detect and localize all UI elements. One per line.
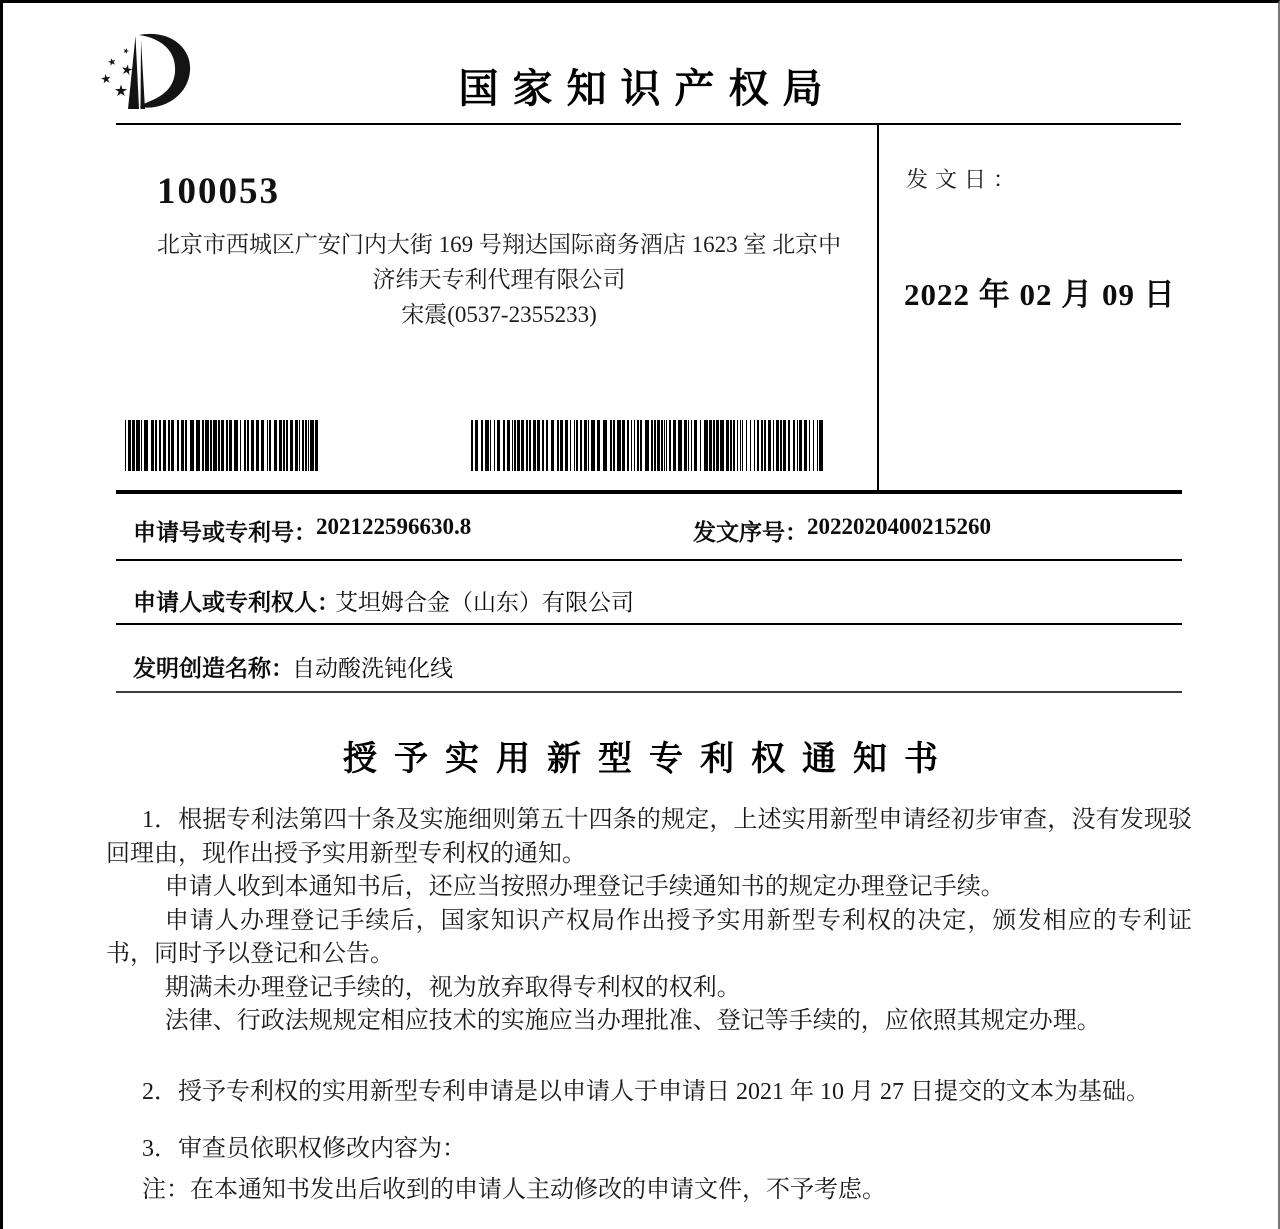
barcode-bar [716, 420, 719, 471]
barcode-bar [754, 420, 755, 471]
barcode-bar [128, 420, 131, 471]
barcode-bar [651, 420, 653, 471]
recipient-address [118, 227, 880, 332]
barcode-bar [514, 420, 516, 471]
barcode-bar [251, 420, 254, 471]
barcode-bar [290, 420, 293, 471]
barcode-bar [684, 420, 687, 471]
notice-paragraph: 2．授予专利权的实用新型专利申请是以申请人于申请日 2021 年 10 月 27 日提交的文本为基础。 [142, 1078, 1150, 1105]
barcode-bar [669, 420, 671, 471]
notice-paragraph: 申请人办理登记手续后，国家知识产权局作出授予实用新型专利权的决定，颁发相应的专利证书，同时予以登记和公告。 [106, 907, 1192, 967]
barcode-bar [481, 420, 483, 471]
barcode-bar [529, 420, 531, 471]
notice-paragraph: 3．审查员依职权修改内容为： [142, 1136, 466, 1162]
barcode-bar [730, 420, 732, 471]
barcode [471, 420, 828, 471]
barcode-bar [305, 420, 307, 471]
barcode-bar [783, 420, 786, 471]
barcode-bar [737, 420, 738, 471]
barcode-bar [471, 420, 473, 471]
barcode-bar [310, 420, 314, 471]
application-number-value: 202122596630.8 [316, 514, 472, 539]
invention-name-value: 自动酸洗钝化线 [292, 656, 453, 681]
barcode-bar [240, 420, 241, 471]
barcode-bar [591, 420, 595, 471]
barcode-bar [809, 420, 810, 471]
notice-paragraph: 期满未办理登记手续的，视为放弃取得专利权的权利。 [164, 974, 741, 1001]
barcode-bar [603, 420, 607, 471]
barcode-bar [560, 420, 563, 471]
barcode-bar [155, 420, 157, 471]
barcode-bar [673, 420, 676, 471]
barcode-bar [132, 420, 135, 471]
barcode-bar [168, 420, 170, 471]
barcode-bar [141, 420, 142, 471]
barcode-bar [205, 420, 209, 471]
barcode-bar [234, 420, 238, 471]
barcode-bar [308, 420, 309, 471]
barcode-bar [494, 420, 495, 471]
barcode-bar [757, 420, 759, 471]
barcode-bar [678, 420, 682, 471]
barcode-bar [720, 420, 724, 471]
barcode-bar [247, 420, 249, 471]
notice-paragraph: 法律、行政法规规定相应技术的实施应当办理批准、登记等手续的，应依照其规定办理。 [164, 1008, 1101, 1034]
barcode-bar [742, 420, 743, 471]
barcode-bar [315, 420, 318, 471]
barcode-bar [269, 420, 271, 471]
notice-title: 授予实用新型专利权通知书 [343, 740, 955, 778]
divider [116, 559, 1182, 561]
barcode-bar [151, 420, 154, 471]
barcode-bar [799, 420, 802, 471]
barcode-bar [588, 420, 589, 471]
barcode-bar [283, 420, 285, 471]
barcode-bar [797, 420, 798, 471]
barcode-bar [661, 420, 663, 471]
barcode-bar [551, 420, 554, 471]
barcode-bar [700, 420, 701, 471]
barcode-bar [726, 420, 729, 471]
barcode-bar [497, 420, 500, 471]
barcode-bar [768, 420, 771, 471]
divider-thick [116, 490, 1182, 494]
dispatch-serial-label: 发文序号： [693, 520, 808, 545]
barcode-bar [746, 420, 747, 471]
barcode-bar [210, 420, 212, 471]
barcode-bar [637, 420, 639, 471]
barcode-bar [565, 420, 568, 471]
barcode-bar [221, 420, 224, 471]
barcode-bar [163, 420, 166, 471]
barcode-bar [610, 420, 612, 471]
barcode-bar [503, 420, 505, 471]
barcode-bar [537, 420, 540, 471]
barcode-bar [631, 420, 632, 471]
barcode-bar [645, 420, 649, 471]
barcode-bar [557, 420, 559, 471]
barcode-bar [691, 420, 692, 471]
barcode-bar [274, 420, 277, 471]
barcode-bar [507, 420, 510, 471]
invention-name-label: 发明创造名称： [133, 656, 294, 681]
barcode-bar [533, 420, 536, 471]
barcode-bar [761, 420, 763, 471]
barcode-bar [584, 420, 587, 471]
barcode-bar [159, 420, 161, 471]
barcode-bar [780, 420, 782, 471]
barcode-bar [261, 420, 264, 471]
barcode-bar [570, 420, 571, 471]
barcode-bar [177, 420, 179, 471]
dispatch-date-value: 2022 年 02 月 09 日 [904, 277, 1176, 312]
barcode-bar [144, 420, 148, 471]
barcode-bar [136, 420, 140, 471]
barcode-bar [286, 420, 288, 471]
barcode-bar [788, 420, 790, 471]
postal-code: 100053 [157, 171, 280, 212]
notice-body [106, 804, 1192, 1207]
barcode-bar [202, 420, 204, 471]
dispatch-serial-value: 2022020400215260 [807, 514, 991, 539]
barcode-bar [196, 420, 200, 471]
address-line: 北京市西城区广安门内大街 169 号翔达国际商务酒店 1623 室 北京中 [156, 232, 842, 257]
barcode-bar [597, 420, 600, 471]
barcode-bar [256, 420, 259, 471]
notice-paragraph: 1．根据专利法第四十条及实施细则第五十四条的规定，上述实用新型申请经初步审查，没有发现驳回理由，现作出授予实用新型专利权的通知。 [106, 807, 1192, 867]
barcode-bar [517, 420, 520, 471]
barcode-bar [793, 420, 795, 471]
barcode-bar [521, 420, 524, 471]
barcode-bar [804, 420, 807, 471]
barcode-bar [740, 420, 741, 471]
barcode-bar [694, 420, 697, 471]
barcode-bar [580, 420, 582, 471]
barcode-bar [750, 420, 751, 471]
barcode-bar [213, 420, 217, 471]
barcode-bar [640, 420, 642, 471]
barcode-bar [764, 420, 766, 471]
barcode-bar [574, 420, 575, 471]
barcode-bar [218, 420, 220, 471]
barcode-bar [713, 420, 715, 471]
barcode-bar [226, 420, 228, 471]
barcode-bar [295, 420, 298, 471]
agency-title: 国家知识产权局 [458, 67, 837, 111]
barcode-bar [485, 420, 489, 471]
barcode [125, 420, 321, 471]
barcode-bar [244, 420, 246, 471]
barcode-bar [627, 420, 629, 471]
address-line: 济纬天专利代理有限公司 [372, 267, 626, 292]
notice-paragraph: 申请人收到本通知书后，还应当按照办理登记手续通知书的规定办理登记手续。 [164, 874, 1005, 900]
barcode-bar [512, 420, 513, 471]
divider-top [116, 123, 1181, 125]
barcode-bar [654, 420, 656, 471]
application-number-label: 申请号或专利号： [133, 520, 317, 545]
barcode-bar [190, 420, 194, 471]
barcode-bar [622, 420, 625, 471]
barcode-bar [299, 420, 300, 471]
divider [116, 623, 1182, 625]
barcode-bar [776, 420, 779, 471]
barcode-bar [267, 420, 268, 471]
barcode-bar [666, 420, 667, 471]
barcode-bar [709, 420, 712, 471]
contact-line: 宋震(0537-2355233) [401, 302, 597, 327]
applicant-label: 申请人或专利权人： [133, 590, 340, 615]
barcode-bar [688, 420, 689, 471]
barcode-bar [813, 420, 814, 471]
barcode-bar [279, 420, 282, 471]
barcode-bar [819, 420, 823, 471]
barcode-bar [181, 420, 184, 471]
notice-paragraph: 注：在本通知书发出后收到的申请人主动修改的申请文件，不予考虑。 [142, 1176, 886, 1203]
barcode-bar [817, 420, 818, 471]
barcode-bar [171, 420, 174, 471]
star-icon [123, 47, 130, 54]
dispatch-date-label: 发文日： [906, 167, 1023, 192]
barcode-bar [546, 420, 548, 471]
barcode-bar [526, 420, 528, 471]
barcode-bar [302, 420, 304, 471]
barcode-bar [125, 420, 126, 471]
divider [116, 691, 1182, 693]
barcode-bar [617, 420, 621, 471]
barcode-bar [185, 420, 187, 471]
applicant-value: 艾坦姆合金（山东）有限公司 [335, 590, 634, 615]
barcode-bar [490, 420, 491, 471]
barcode-bar [664, 420, 665, 471]
barcode-bar [542, 420, 544, 471]
barcode-bar [704, 420, 708, 471]
barcode-bar [773, 420, 774, 471]
barcode-bar [733, 420, 735, 471]
barcode-bar [613, 420, 615, 471]
barcode-bar [229, 420, 232, 471]
barcode-bar [634, 420, 635, 471]
barcode-bar [475, 420, 478, 471]
barcode-bar [576, 420, 578, 471]
barcode-bar [657, 420, 660, 471]
